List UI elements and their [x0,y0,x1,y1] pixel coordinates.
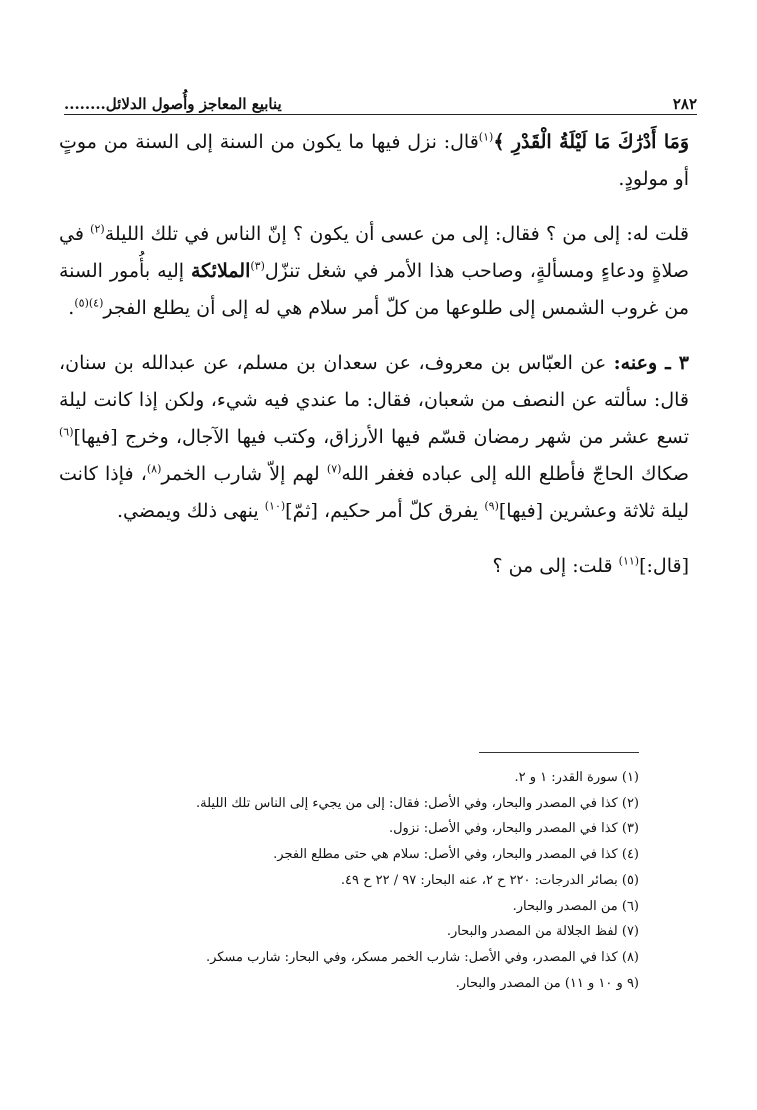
footnote: (٤) كذا في المصدر والبحار، وفي الأصل: سلام هي حتى مطلع الفجر. [273,847,639,863]
running-head [64,90,697,115]
text-span: ، فإذا كانت ليلة ثلاثة وعشرين [فيها] [59,463,689,522]
main-text [59,124,689,603]
footnote: (٨) كذا في المصدر، وفي الأصل: شارب الخمر مسكر، وفي البحار: شارب مسكر. [205,949,639,965]
footnote-ref-1: (١) [478,130,494,144]
text-span: إليه بأُمور السنة من غروب الشمس إلى طلوعها من كلّ أمر سلام هي له إلى أن يطلع الفجر [59,260,689,319]
footnote-ref-8: (٨) [146,462,162,476]
text-span: [قال:] [639,555,689,577]
footnote-ref-3: (٣) [250,259,265,273]
paragraph-4 [59,548,689,585]
book-title: ينابيع المعاجز وأُصول الدلائل [105,95,282,113]
text-span: في صلاةٍ ودعاءٍ ومسألةٍ، وصاحب هذا الأمر في شغل تنزّل [59,223,689,282]
footnote: (٧) لفظ الجلالة من المصدر والبحار. [446,924,639,940]
footnote-ref-9: (٩) [484,499,499,513]
footnote-ref-6: (٦) [59,425,74,439]
running-title [64,94,282,114]
footnote-ref-5: (٥) [74,296,89,310]
footnote: (٥) بصائر الدرجات: ٢٢٠ ح ٢، عنه البحار: ٩٧ / ٢٢ ح ٤٩. [340,872,639,888]
text-span: قلت: إلى من ؟ [492,555,619,577]
paragraph-3 [59,345,689,530]
title-leader-dots: ........ [64,95,106,113]
text-span: يفرق كلّ أمر حكيم، [ثمّ] [285,500,485,522]
quran-verse: وَمَا أَدْرَٰكَ مَا لَيْلَةُ الْقَدْرِ ﴾ [493,131,689,153]
footnote: (١) سورة القدر: ١ و ٢. [514,770,639,785]
paragraph-text: قال: نزل فيها ما يكون من السنة إلى السنة من موتٍ أو مولودٍ. [59,131,689,190]
footnote: (٢) كذا في المصدر والبحار، وفي الأصل: فقال: إلى من يجيء إلى الناس تلك الليلة. [196,795,639,811]
footnote: (٩ و ١٠ و ١١) من المصدر والبحار. [455,975,639,991]
text-span: صكاك الحاجّ فأطلع الله إلى عباده فغفر الله [341,463,689,485]
footnote-ref-11: (١١) [618,554,640,568]
footnote: (٦) من المصدر والبحار. [512,898,639,914]
footnote-ref-2: (٢) [90,222,105,236]
footnote-ref-10: (١٠) [264,499,286,513]
paragraph-1 [59,124,689,198]
text-span: ينهى ذلك ويمضي. [116,500,265,522]
footnote: (٣) كذا في المصدر والبحار، وفي الأصل: نزول. [388,821,639,837]
footnote-ref-7: (٧) [326,462,342,476]
paragraph-2 [59,216,689,327]
text-span: الملائكة [191,260,251,282]
text-span: لهم إلاّ شارب الخمر [161,463,327,485]
footnote-ref-4: (٤) [88,296,104,310]
footnote-divider [479,752,639,753]
text-span: . [68,297,75,319]
page-number: ٢٨٢ [672,95,697,113]
hadith-number: ٣ ـ وعنه: [613,352,689,374]
text-span: قلت له: إلى من ؟ فقال: إلى من عسى أن يكون ؟ إنّ الناس في تلك الليلة [104,223,689,245]
text-span: عن العبّاس بن معروف، عن سعدان بن مسلم، عن عبدالله بن سنان، قال: سألته عن النصف من شعبان، فقال: ما عندي فيه شيء، ولكن إذا كانت ليلة تسع عشر من شهر رمضان قسّم فيها الأرزاق، وكتب فيها الآجال، وخرج [فيها] [59,352,689,448]
footnotes-list [79,765,639,996]
